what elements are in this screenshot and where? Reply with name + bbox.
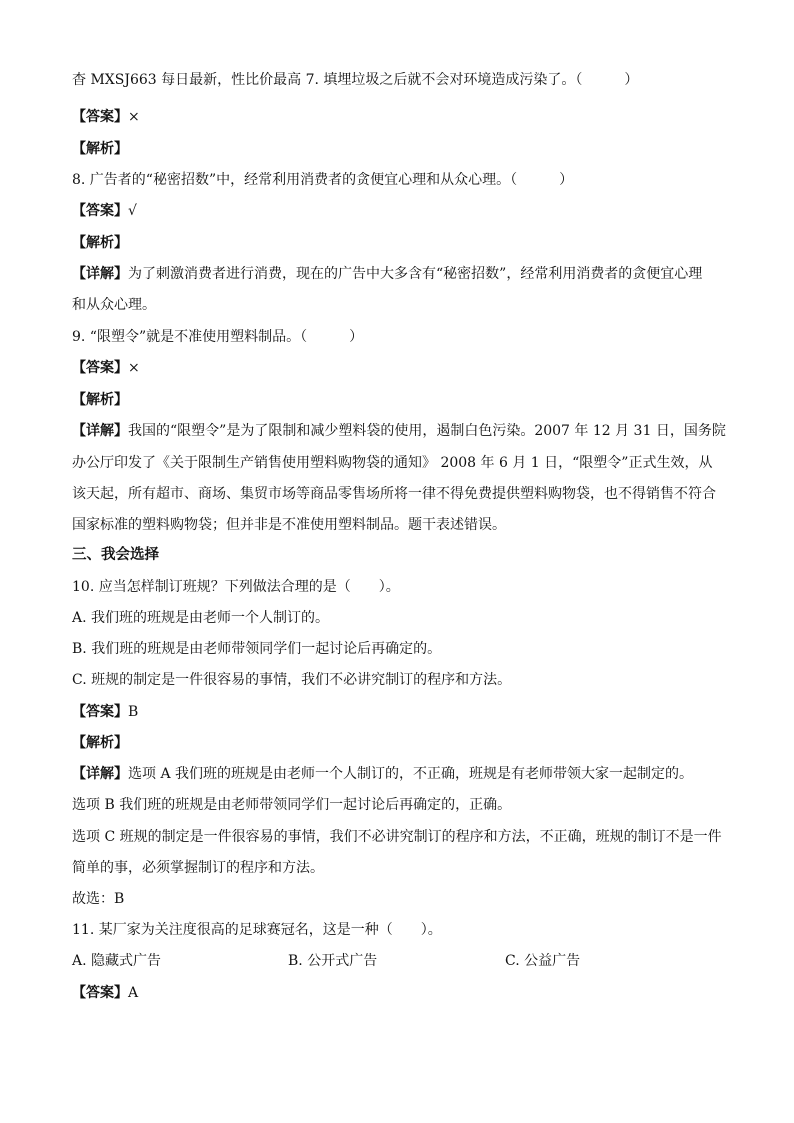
q10-detail-line: 选项 B 我们班的班规是由老师带领同学们一起讨论后再确定的，正确。 [72, 797, 512, 813]
q10-detail [72, 764, 693, 784]
q7-analysis-tag: 【解析】 [72, 141, 128, 157]
detail-text: 我国的“限塑令”是为了限制和减少塑料袋的使用，遏制白色污染。2007 年 12 月 31 日，国务院 [128, 423, 726, 439]
detail-tag: 【详解】 [72, 423, 128, 439]
q8-text: 8. 广告者的“秘密招数”中，经常利用消费者的贪便宜心理和从众心理。（ ） [72, 172, 574, 188]
q8-detail-line: 和从众心理。 [72, 297, 156, 313]
q10-detail-line: 简单的事，必须掌握制订的程序和方法。 [72, 860, 324, 876]
q9-text: 9. “限塑令”就是不准使用塑料制品。（ ） [72, 329, 364, 345]
q10-text: 10. 应当怎样制订班规？下列做法合理的是（ ）。 [72, 579, 400, 595]
q9-detail-line: 办公厅印发了《关于限制生产销售使用塑料购物袋的通知》 2008 年 6 月 1 日，“限塑令”正式生效，从 [72, 455, 713, 471]
q9-detail-line: 国家标准的塑料购物袋；但并非是不准使用塑料制品。题干表述错误。 [72, 517, 506, 533]
q8-analysis-tag: 【解析】 [72, 235, 128, 251]
q10-option-a: A. 我们班的班规是由老师一个人制订的。 [72, 610, 330, 626]
q7-answer [72, 107, 140, 127]
q10-option-b: B. 我们班的班规是由老师带领同学们一起讨论后再确定的。 [72, 641, 442, 657]
answer-tag: 【答案】 [72, 985, 128, 1001]
answer-value: B [128, 704, 139, 720]
answer-tag: 【答案】 [72, 360, 128, 376]
answer-tag: 【答案】 [72, 109, 128, 125]
q10-answer [72, 702, 138, 722]
q9-analysis-tag: 【解析】 [72, 392, 128, 408]
q11-text: 11. 某厂家为关注度很高的足球赛冠名，这是一种（ ）。 [72, 922, 442, 938]
q10-conclusion: 故选：B [72, 891, 125, 907]
detail-tag: 【详解】 [72, 766, 128, 782]
q8-answer [72, 201, 137, 221]
q11-answer [72, 983, 138, 1003]
q11-option-c: C. 公益广告 [505, 953, 581, 969]
q10-option-c: C. 班规的制定是一件很容易的事情，我们不必讲究制订的程序和方法。 [72, 672, 512, 688]
answer-value: × [128, 109, 140, 125]
section-heading: 三、我会选择 [72, 547, 159, 563]
q9-answer [72, 358, 140, 378]
answer-tag: 【答案】 [72, 704, 128, 720]
answer-tag: 【答案】 [72, 203, 128, 219]
answer-value: A [128, 985, 139, 1001]
q8-detail [72, 264, 702, 284]
answer-value: × [128, 360, 140, 376]
q11-option-b: B. 公开式广告 [288, 953, 378, 969]
q10-analysis-tag: 【解析】 [72, 735, 128, 751]
q10-detail-line: 选项 C 班规的制定是一件很容易的事情，我们不必讲究制订的程序和方法，不正确，班规的制订不是一件 [72, 829, 722, 845]
q7-text: 杳 MXSJ663 每日最新，性比价最高 7. 填埋垃圾之后就不会对环境造成污染了。（ ） [72, 72, 639, 88]
detail-text: 选项 A 我们班的班规是由老师一个人制订的，不正确，班规是有老师带领大家一起制定的。 [128, 766, 694, 782]
q11-option-a: A. 隐藏式广告 [72, 953, 162, 969]
q9-detail [72, 421, 726, 441]
q9-detail-line: 该天起，所有超市、商场、集贸市场等商品零售场所将一律不得免费提供塑料购物袋，也不得销售不符合 [72, 486, 716, 502]
detail-tag: 【详解】 [72, 266, 128, 282]
answer-value: √ [128, 203, 137, 219]
detail-text: 为了刺激消费者进行消费，现在的广告中大多含有“秘密招数”，经常利用消费者的贪便宜心理 [128, 266, 703, 282]
